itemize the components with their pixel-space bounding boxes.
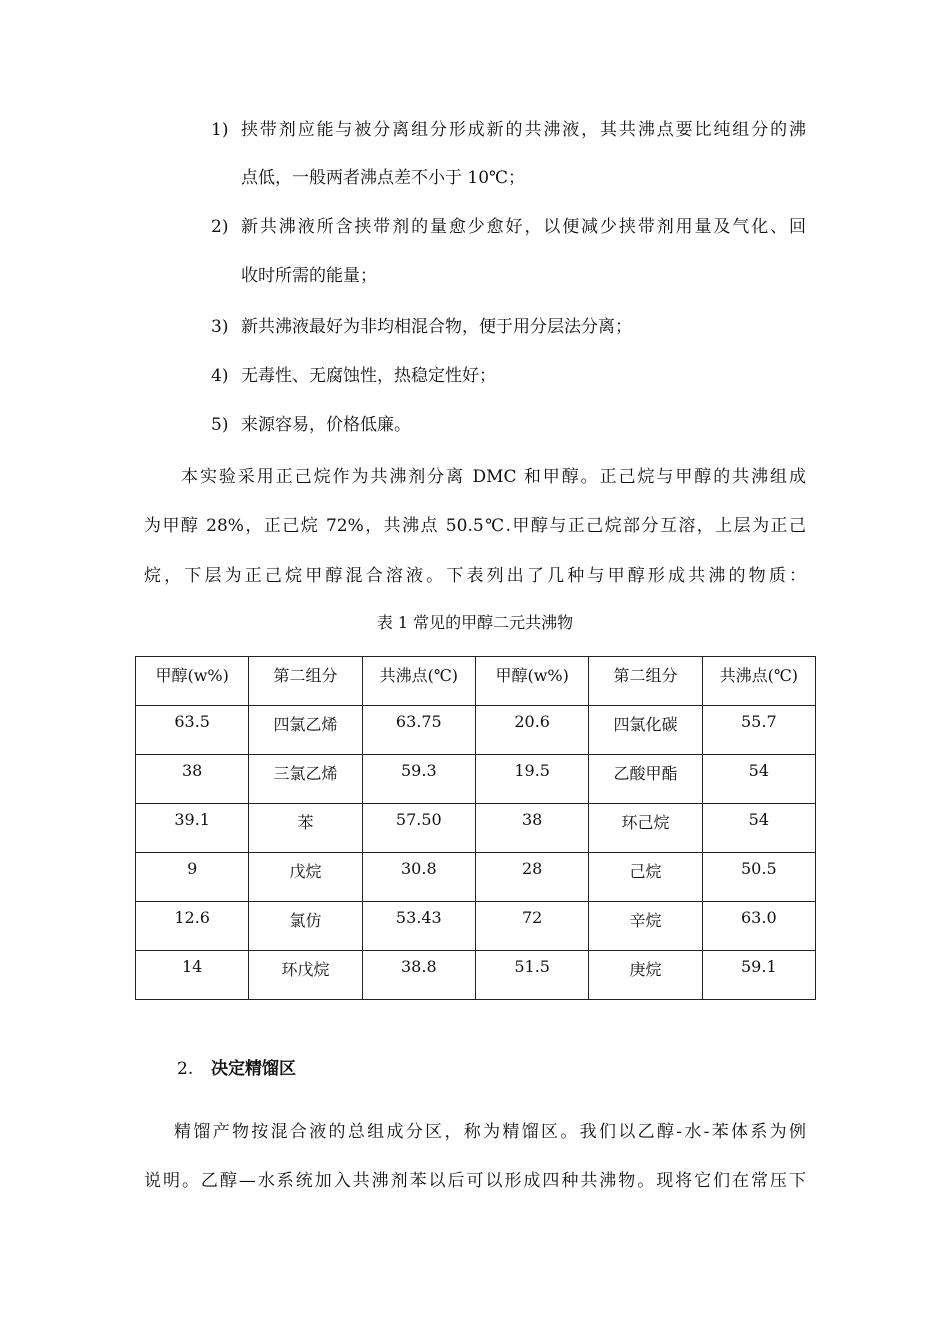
- paragraph-2-line-1: 精馏产物按混合液的总组成分区，称为精馏区。我们以乙醇-水-苯体系为例: [174, 1122, 806, 1142]
- table-cell: 9: [136, 853, 249, 902]
- table-cell: 63.75: [362, 706, 475, 755]
- table-cell: 59.1: [702, 951, 815, 1000]
- table-cell: 63.0: [702, 902, 815, 951]
- list-item-3-number: 3): [211, 317, 229, 337]
- list-item-3-line-1: 新共沸液最好为非均相混合物，便于用分层法分离；: [241, 317, 632, 337]
- table-row: [136, 755, 816, 804]
- section-number: 2.: [177, 1059, 194, 1079]
- table-cell: 54: [702, 804, 815, 853]
- paragraph-1-line-2: 为甲醇 28%，正己烷 72%，共沸点 50.5℃.甲醇与正己烷部分互溶，上层为正己: [144, 516, 806, 536]
- table-cell: 庚烷: [589, 951, 702, 1000]
- table-row: [136, 853, 816, 902]
- table-cell: 39.1: [136, 804, 249, 853]
- azeotrope-table: [135, 656, 816, 1000]
- paragraph-1-line-1: 本实验采用正己烷作为共沸剂分离 DMC 和甲醇。正己烷与甲醇的共沸组成: [181, 467, 806, 487]
- list-item-4-line-1: 无毒性、无腐蚀性，热稳定性好；: [241, 366, 496, 386]
- table-cell: 54: [702, 755, 815, 804]
- list-item-1-number: 1): [211, 120, 229, 140]
- table-cell: 乙酸甲酯: [589, 755, 702, 804]
- list-item-5-line-1: 来源容易，价格低廉。: [241, 415, 411, 435]
- table-caption: 表 1 常见的甲醇二元共沸物: [376, 613, 574, 632]
- list-item-2-line-2: 收时所需的能量；: [241, 266, 377, 286]
- table-cell: 苯: [249, 804, 362, 853]
- table-cell: 30.8: [362, 853, 475, 902]
- table-cell: 环己烷: [589, 804, 702, 853]
- table-cell: 55.7: [702, 706, 815, 755]
- table-cell: 己烷: [589, 853, 702, 902]
- table-cell: 12.6: [136, 902, 249, 951]
- table-cell: 50.5: [702, 853, 815, 902]
- table-row: [136, 902, 816, 951]
- section-title: 决定精馏区: [211, 1059, 296, 1079]
- list-item-1-line-1: 挟带剂应能与被分离组分形成新的共沸液，其共沸点要比纯组分的沸: [241, 120, 806, 140]
- table-cell: 51.5: [475, 951, 588, 1000]
- table-cell: 59.3: [362, 755, 475, 804]
- table-cell: 63.5: [136, 706, 249, 755]
- table-cell: 38: [475, 804, 588, 853]
- table-header-cell: 甲醇(w%): [136, 657, 249, 706]
- list-item-2-number: 2): [211, 217, 229, 237]
- table-cell: 38: [136, 755, 249, 804]
- table-cell: 四氯乙烯: [249, 706, 362, 755]
- table-cell: 38.8: [362, 951, 475, 1000]
- table-cell: 三氯乙烯: [249, 755, 362, 804]
- table-header-cell: 甲醇(w%): [475, 657, 588, 706]
- table-cell: 环戊烷: [249, 951, 362, 1000]
- table-row: [136, 951, 816, 1000]
- paragraph-2-line-2: 说明。乙醇—水系统加入共沸剂苯以后可以形成四种共沸物。现将它们在常压下: [144, 1171, 806, 1191]
- table-cell: 氯仿: [249, 902, 362, 951]
- table-row: [136, 804, 816, 853]
- list-item-1-line-2: 点低，一般两者沸点差不小于 10℃；: [241, 168, 526, 188]
- list-item-4-number: 4): [211, 366, 229, 386]
- paragraph-1-line-3: 烷，下层为正己烷甲醇混合溶液。下表列出了几种与甲醇形成共沸的物质：: [144, 566, 806, 586]
- table-cell: 辛烷: [589, 902, 702, 951]
- table-cell: 四氯化碳: [589, 706, 702, 755]
- table-cell: 19.5: [475, 755, 588, 804]
- table-header-cell: 第二组分: [589, 657, 702, 706]
- table-cell: 20.6: [475, 706, 588, 755]
- table-cell: 53.43: [362, 902, 475, 951]
- list-item-5-number: 5): [211, 415, 229, 435]
- table-cell: 14: [136, 951, 249, 1000]
- table-header-cell: 共沸点(℃): [362, 657, 475, 706]
- table-cell: 57.50: [362, 804, 475, 853]
- table-header-cell: 第二组分: [249, 657, 362, 706]
- table-cell: 72: [475, 902, 588, 951]
- table-cell: 戊烷: [249, 853, 362, 902]
- table-header-row: [136, 657, 816, 706]
- table-row: [136, 706, 816, 755]
- table-cell: 28: [475, 853, 588, 902]
- table-header-cell: 共沸点(℃): [702, 657, 815, 706]
- list-item-2-line-1: 新共沸液所含挟带剂的量愈少愈好，以便减少挟带剂用量及气化、回: [241, 217, 806, 237]
